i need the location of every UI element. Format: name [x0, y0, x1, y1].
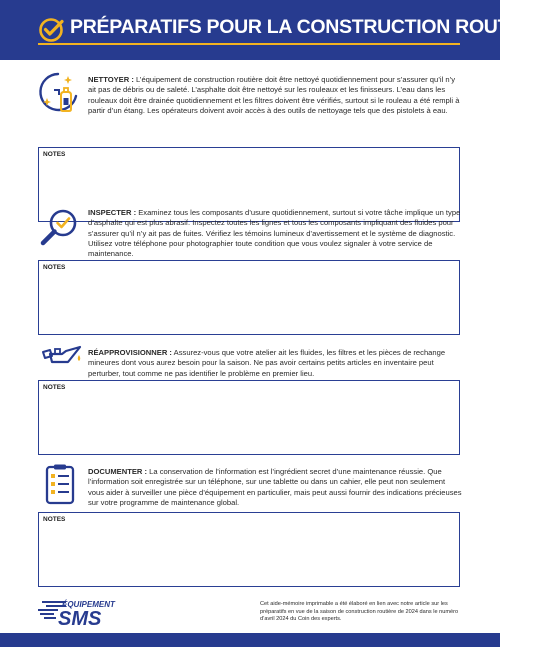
section-inspect-text	[88, 208, 462, 259]
section-inspect-heading: INSPECTER :	[88, 208, 137, 217]
notes-field-inspect[interactable]	[38, 260, 460, 335]
section-cleaning-heading: NETTOYER :	[88, 75, 134, 84]
checkmark-circle-icon	[38, 17, 64, 43]
notes-label: NOTES	[43, 516, 66, 523]
cleaning-products-icon	[38, 70, 82, 114]
section-cleaning-text	[88, 75, 462, 116]
notes-field-restock[interactable]	[38, 380, 460, 455]
section-restock-text	[88, 348, 462, 379]
logo-wordmark-top: ÉQUIPEMENT	[62, 600, 115, 609]
magnifier-check-icon	[38, 205, 82, 249]
notes-field-document[interactable]	[38, 512, 460, 587]
sms-equipment-logo	[38, 598, 138, 630]
section-restock-heading: RÉAPPROVISIONNER :	[88, 348, 172, 357]
section-document-body: La conservation de l’information est l’ingrédient secret d’une maintenance réussie. Que l’information soit enregistrée sur un téléphone, sur une tablette ou dans un cahier, elle peut non seulement vous aider à surveiller une pièce d’équipement en particulier, mais peut aussi fournir des indications précieuses sur votre programme de maintenance global.	[88, 467, 462, 507]
header-banner	[0, 0, 554, 60]
notes-label: NOTES	[43, 151, 66, 158]
footer-bar	[0, 633, 500, 647]
header-underline	[38, 43, 460, 45]
footer-note: Cet aide-mémoire imprimable a été élaboré en lien avec notre article sur les préparatifs en vue de la saison de construction routière de 2024 dans le numéro d’avril 2024 du Coin des experts.	[260, 601, 459, 623]
section-document-heading: DOCUMENTER :	[88, 467, 148, 476]
notes-label: NOTES	[43, 264, 66, 271]
section-document-text	[88, 467, 462, 508]
clipboard-checklist-icon	[38, 462, 82, 506]
logo-wordmark-bottom: SMS	[58, 608, 102, 630]
section-restock-body: Assurez-vous que votre atelier ait les fluides, les filtres et les pièces de rechange mineures dont vous aurez besoin pour la saison. Ne pas avoir certains petits articles en inventaire peut perturber, tout comme ne pas identifier le problème en premier lieu.	[88, 348, 446, 378]
section-cleaning-body: L’équipement de construction routière doit être nettoyé quotidiennement pour s’assurer qu’il n’y ait pas de débris ou de saleté. L’asphalte doit être nettoyé sur les rouleaux et les finisseurs. L’eau dans les rouleaux doit être drainée quotidiennement et les filtres doivent être vérifiés, surtout si le rouleau a été rempli à partir d’un étang. Les opérateurs doivent avoir accès à des outils de nettoyage tels que des pistolets à eau.	[88, 75, 460, 115]
oil-can-icon	[38, 335, 82, 379]
section-inspect-body: Examinez tous les composants d’usure quotidiennement, surtout si votre tâche implique un type d’asphalte qui est plus abrasif. Inspectez toutes les lignes et tous les composants impliquant des fluides pour s’assurer qu’il n’y ait pas de fuites. Vérifiez les témoins lumineux d’avertissement et le système de diagnostic. Utilisez votre téléphone pour photographier toute condition que vous voulez signaler à votre service de maintenance.	[88, 208, 461, 259]
notes-label: NOTES	[43, 384, 66, 391]
page-title: PRÉPARATIFS POUR LA CONSTRUCTION ROUTIÈRE	[70, 16, 554, 38]
